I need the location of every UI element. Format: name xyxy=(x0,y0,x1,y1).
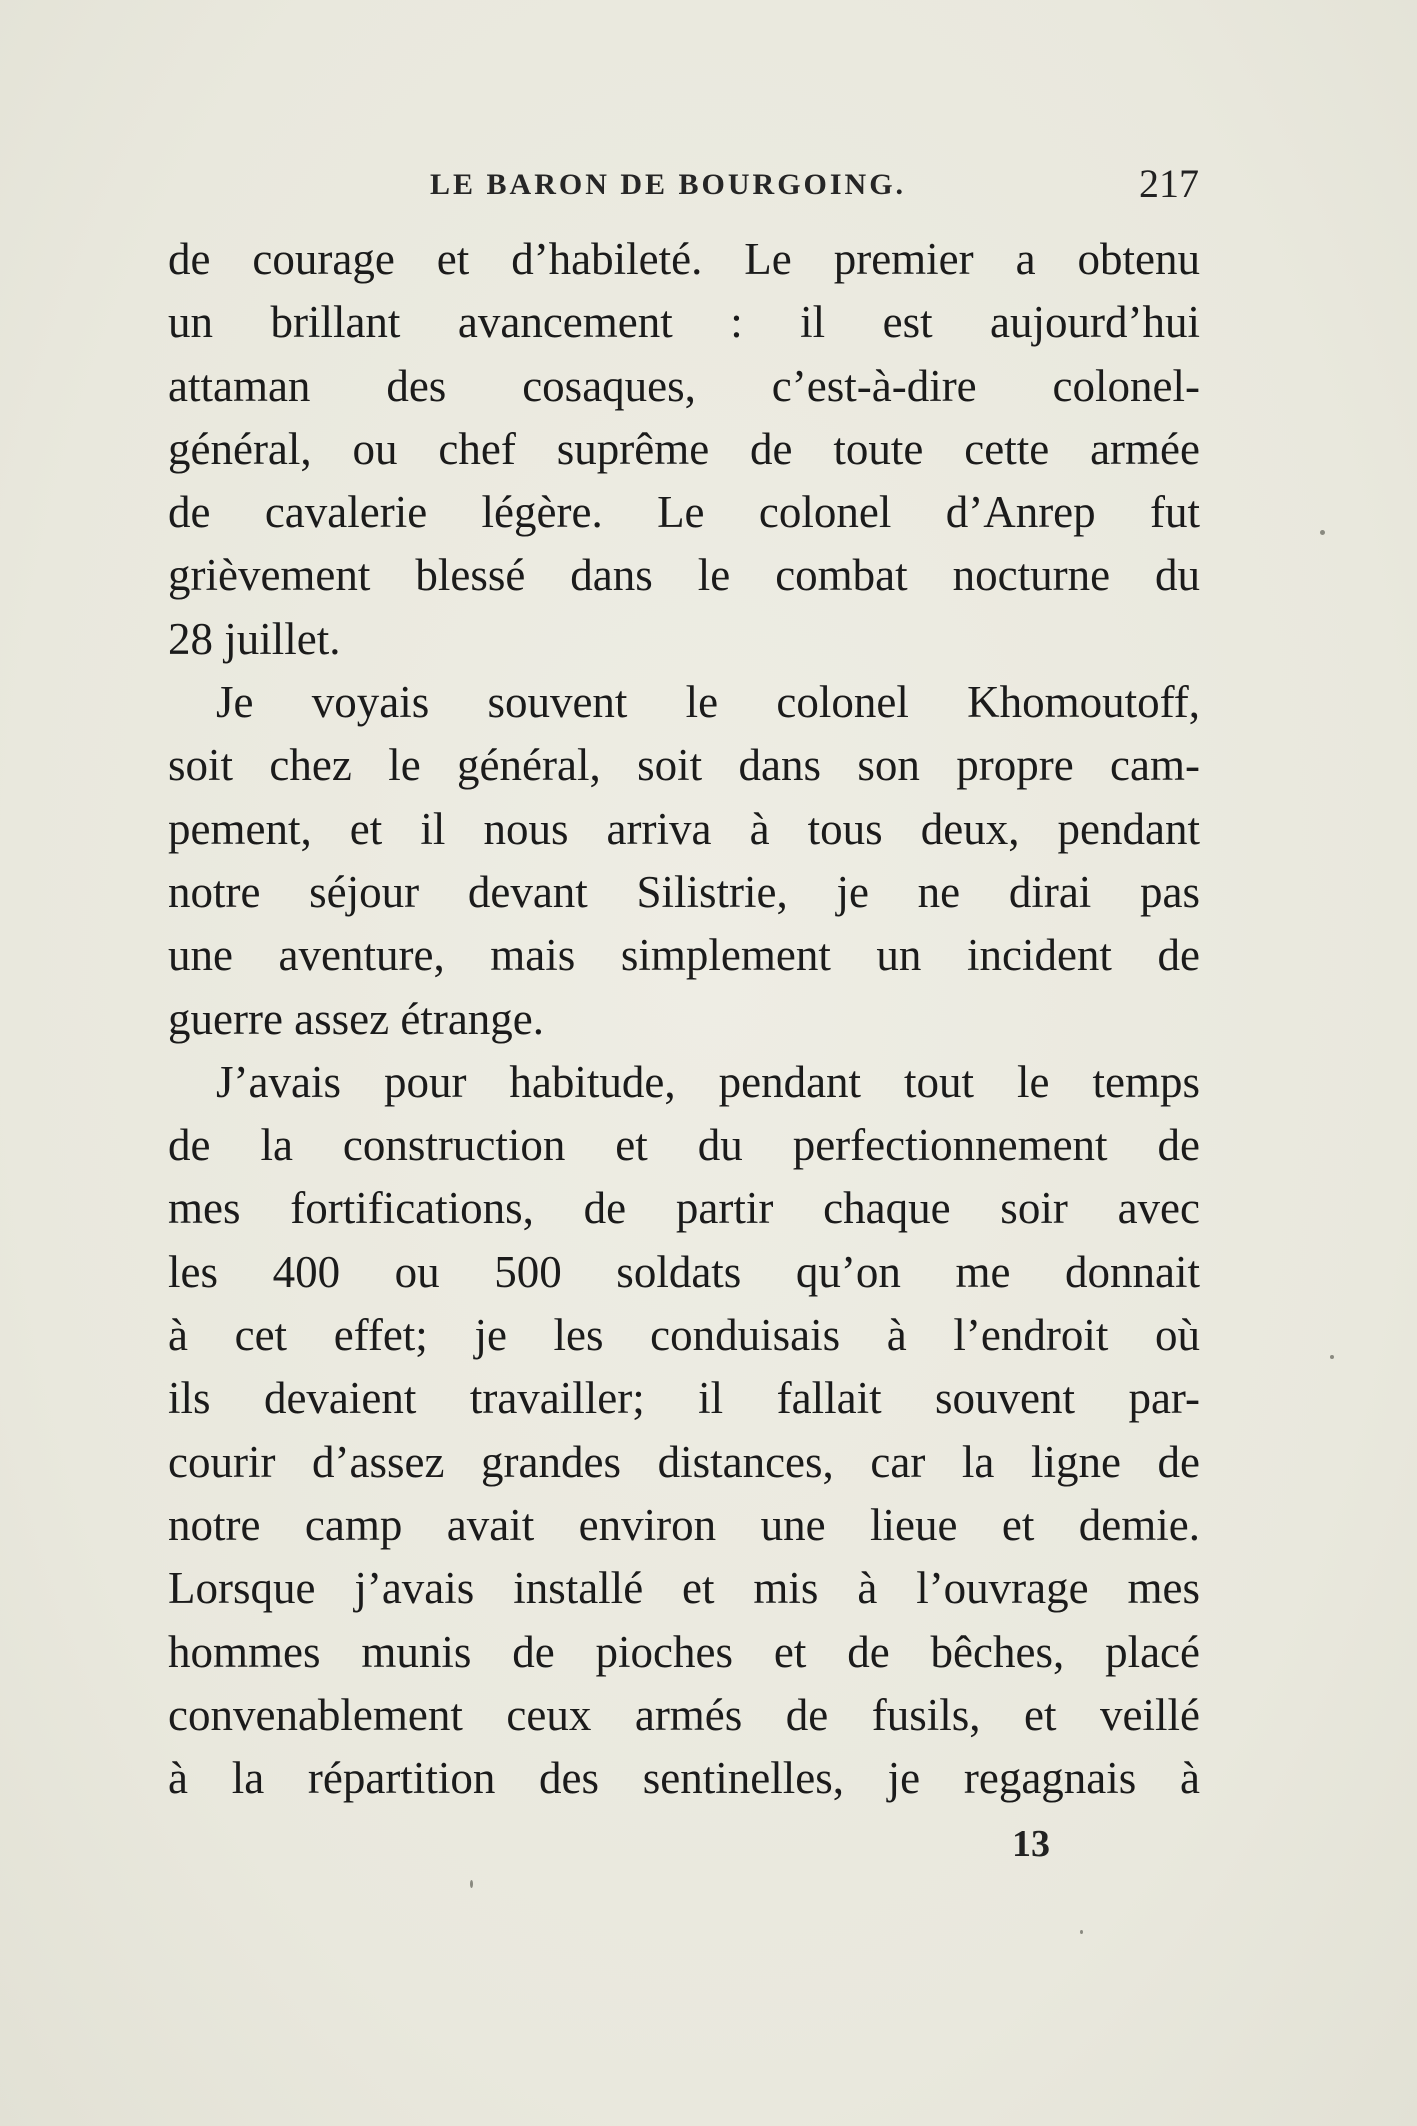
text-line: pement, et il nous arriva à tous deux, pendant xyxy=(168,803,1200,854)
text-line: une aventure, mais simplement un incident de xyxy=(168,930,1200,981)
paragraph-start-line: J’avais pour habitude, pendant tout le temps xyxy=(216,1056,1200,1107)
text-line: 28 juillet. xyxy=(168,613,341,664)
paper-speck xyxy=(1330,1355,1334,1359)
text-line: Lorsque j’avais installé et mis à l’ouvrage mes xyxy=(168,1563,1200,1614)
text-line: ils devaient travailler; il fallait souvent par- xyxy=(168,1373,1200,1424)
text-line: courir d’assez grandes distances, car la ligne de xyxy=(168,1436,1200,1487)
page-number: 217 xyxy=(1139,161,1199,206)
text-line: hommes munis de pioches et de bêches, placé xyxy=(168,1626,1200,1677)
text-line: général, ou chef suprême de toute cette armée xyxy=(168,423,1200,474)
text-line: grièvement blessé dans le combat nocturne du xyxy=(168,550,1200,601)
running-head: LE BARON DE BOURGOING. xyxy=(430,168,907,201)
text-line: convenablement ceux armés de fusils, et veillé xyxy=(168,1689,1200,1740)
text-line: de la construction et du perfectionnement de xyxy=(168,1120,1200,1171)
text-line: mes fortifications, de partir chaque soir avec xyxy=(168,1183,1200,1234)
text-line: les 400 ou 500 soldats qu’on me donnait xyxy=(168,1246,1200,1297)
paper-speck xyxy=(1080,1930,1083,1934)
text-line: à la répartition des sentinelles, je regagnais à xyxy=(168,1753,1200,1804)
text-line: guerre assez étrange. xyxy=(168,993,545,1044)
text-line: de courage et d’habileté. Le premier a obtenu xyxy=(168,234,1200,284)
paper-speck xyxy=(470,1880,473,1888)
text-line: notre séjour devant Silistrie, je ne dirai pas xyxy=(168,866,1200,917)
text-line: soit chez le général, soit dans son propre cam- xyxy=(168,740,1200,791)
text-line: à cet effet; je les conduisais à l’endroit où xyxy=(168,1310,1200,1361)
text-line: notre camp avait environ une lieue et demie. xyxy=(168,1499,1200,1550)
paragraph-start-line: Je voyais souvent le colonel Khomoutoff, xyxy=(216,677,1200,728)
paper-speck xyxy=(1320,530,1325,535)
text-line: de cavalerie légère. Le colonel d’Anrep fut xyxy=(168,487,1200,538)
text-line: attaman des cosaques, c’est-à-dire colonel- xyxy=(168,360,1200,411)
signature-mark: 13 xyxy=(1012,1823,1050,1865)
body-text xyxy=(168,228,1200,1810)
text-line: un brillant avancement : il est aujourd’hui xyxy=(168,297,1200,348)
